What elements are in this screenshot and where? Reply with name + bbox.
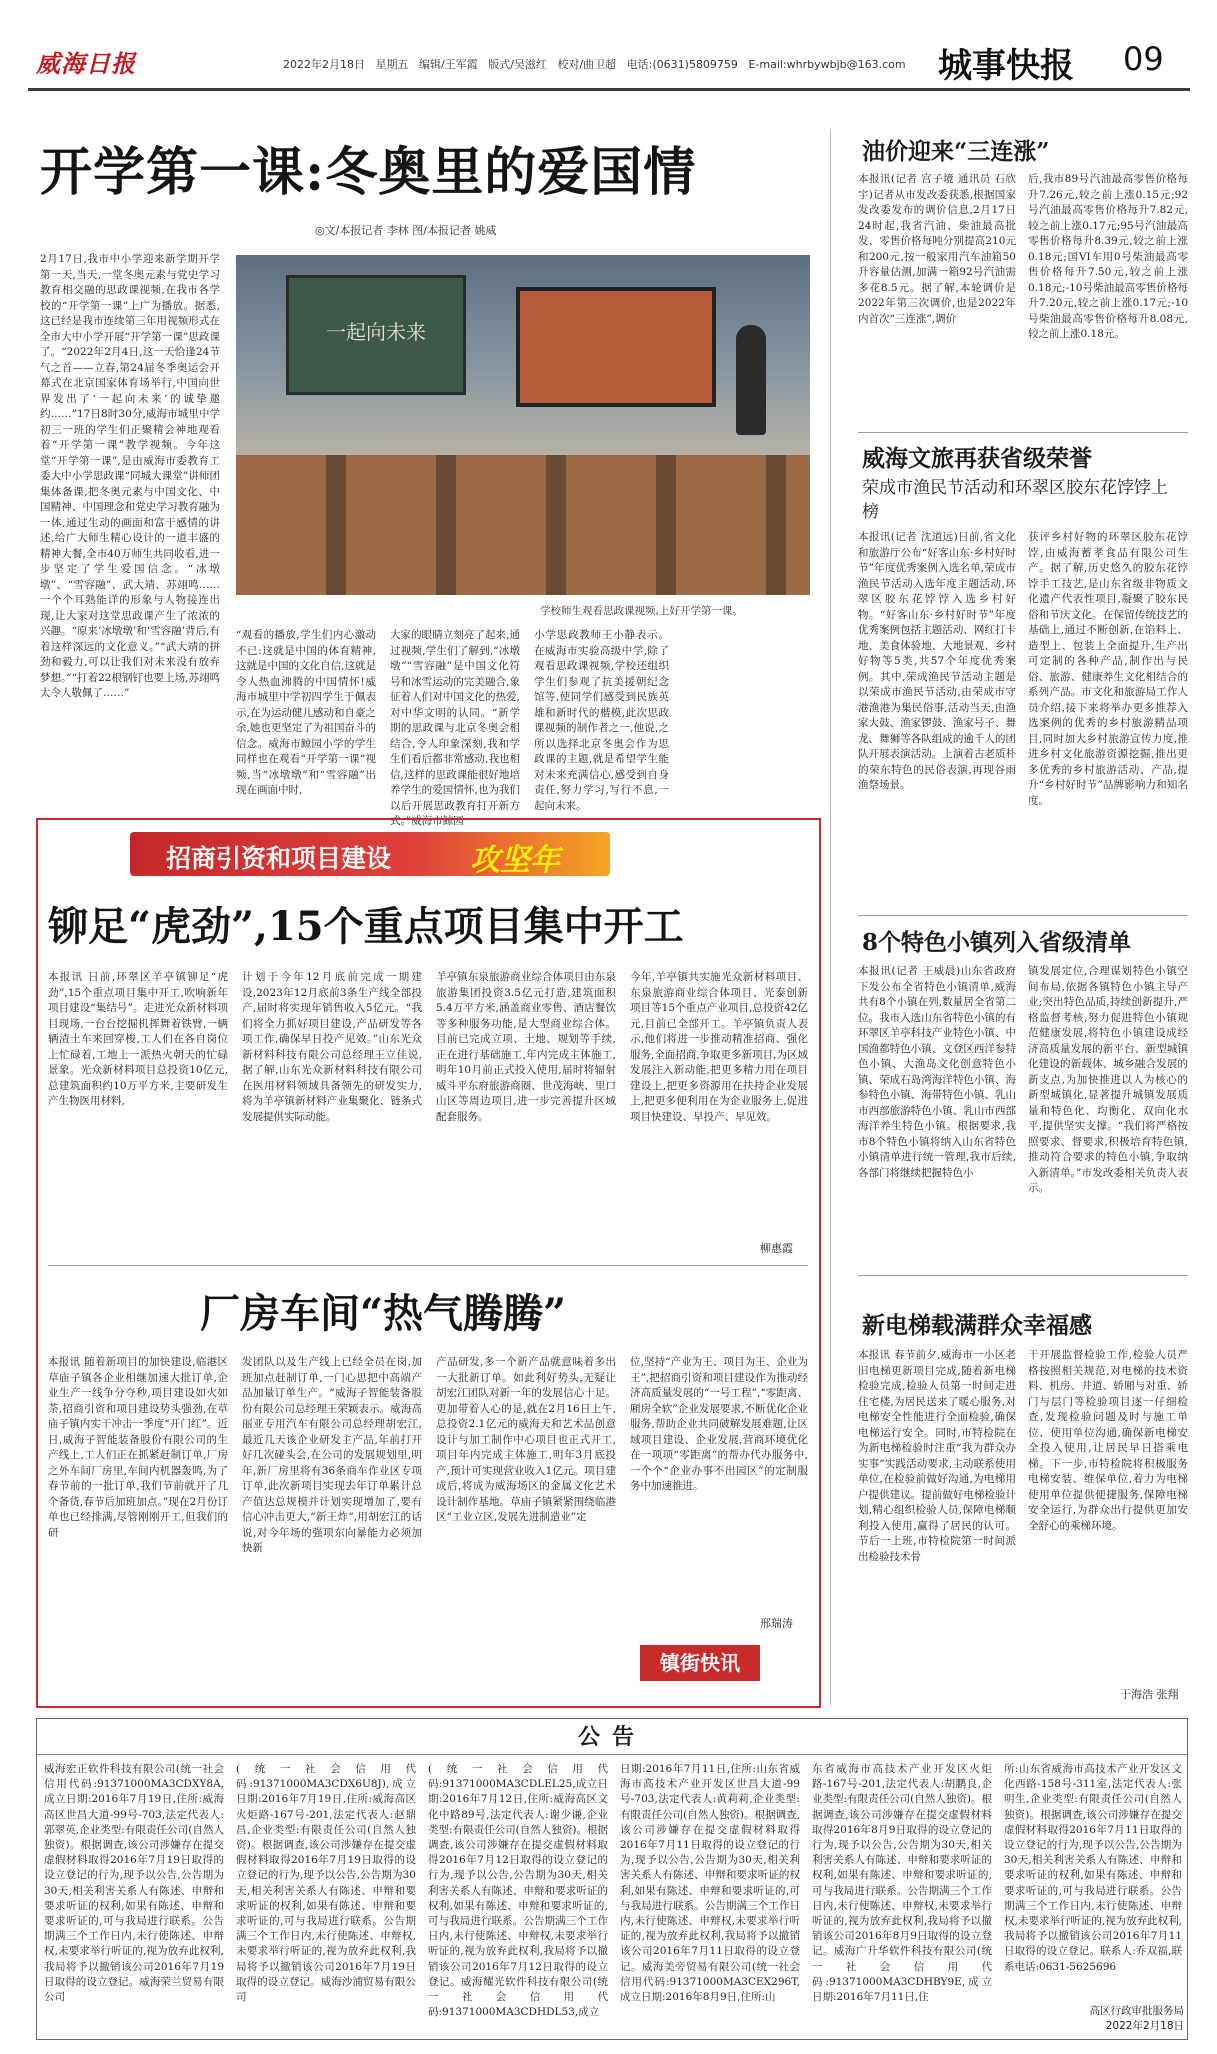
masthead-rule [28, 88, 1190, 91]
inv2-col3: 产品研发,多一个新产品就意味着多出一大批新订单。如此利好势头,无疑让胡宏江团队对新一年的发展信心十足。更加带着人心的是,就在2月16日上午,总投资2.1亿元的威海天和艺术品创意设计与加工制作中心项目也正式开工,项目年内完成主体施工,明年3月底投产,预计可实现营业收入1亿元。项目建成后,将成为威海场区的金属文化艺术设计制作基地。草庙子镇紧紧围绕临港区“工业立区,发展先进制造业”定 [436, 1356, 616, 1523]
photo-teacher [736, 325, 766, 435]
proof-credit: 校对/曲卫超 [557, 58, 617, 71]
town-list-col1: 本报讯(记者 王威晨)山东省政府下发公布全省特色小镇清单,威海共有8个小镇在列,数量居全省第二位。我市入选山东省特色小镇的有环翠区羊亭科技产业特色小镇、中国渔都特色小镇、文登区西洋参特色小镇、大渔岛文化创意特色小镇、荣成石岛湾海洋特色小镇、海参特色小镇、海带特色小镇、乳山市西部旅游特色小镇、乳山市西部海洋养生特色小镇。根据要求,我市8个特色小镇将纳入山东省特色小镇清单进行统一管理,我市后续,各部门将继续把握特色小 [858, 965, 1016, 1179]
town-news-tag: 镇街快讯 [640, 1645, 760, 1681]
tourism-divider [858, 915, 1188, 916]
notice-sign-date: 2022年2月18日 [1105, 2020, 1184, 2032]
investment-headline-2: 厂房车间“热气腾腾” [200, 1290, 567, 1337]
notice-sign-org: 高区行政审批服务局 [1089, 2005, 1184, 2017]
inv1-col1: 本报讯 日前,环翠区羊亭镇铆足“虎劲”,15个重点项目集中开工,吹响新年项目建设“集结号”。走进光众新材料项目现场,一台台挖掘机挥舞着铁臂,一辆辆渣土车来回穿梭,工人们在各自岗位上忙碌着,工地上一派热火朝天的忙碌景象。光众新材料项目总投资10亿元,总建筑面积约10万平方米,主要研发生产生物医用材料, [48, 971, 228, 1107]
oil-price-col1: 本报讯(记者 宫子境 通讯员 石欣宇)记者从市发改委获悉,根据国家发改委发布的调价信息,2月17日24时起,我省汽油、柴油最高批发、零售价格每吨分别提高210元和200元,按一般家用汽车油箱50升容量估测,加满一箱92号汽油需多花8.5元。据了解,本轮调价是2022年第三次调价,也是2022年内首次“三连涨”,调价 [858, 173, 1016, 325]
column-divider [830, 130, 831, 1705]
notice-title-bar [37, 1719, 1187, 1755]
inv2-author: 邢瑞涛 [760, 1617, 793, 1630]
town-list-col2: 镇发展定位,合理谋划特色小镇空间布局,依据各镇特色小镇主导产业;突出特色品质,持续创新提升,严格监督考核,努力促进特色小镇规范健康发展,将特色小镇建设成经济高质量发展的新平台、新型城镇化建设的新载体、城乡融合发展的新支点,为加快推进以人为核心的新型城镇化,显著提升城镇发展质量和特色化、均衡化、双向化水平,提供坚实支撑。“我们将严格按照要求、督要求,积极培育特色镇,推动符合要求的特色小镇,争取纳入新清单。”市发改委相关负责人表示。 [1028, 965, 1188, 1194]
main-story-col3: 大家的眼睛立刻亮了起来,通过视频,学生们了解到,“冰墩墩”“雪容融”是中国文化符号和冰雪运动的完美融合,象征着人们对中国文化的热爱,对中华文明的认同。“新学期的思政课与北京冬奥会相结合,令人印象深刻,我和学生们看后都非常感动,我也相信,这样的思政课能很好地培养学生的爱国情怀,也为我们以后开展思政教育打开新方式。”威海市鲸园 [390, 629, 520, 827]
section-title: 城事快报 [938, 46, 1074, 86]
tourism-subtitle: 荣成市渔民节活动和环翠区胶东花饽饽上榜 [862, 478, 1168, 522]
photo-board [286, 275, 466, 395]
photo-tv-screen [516, 287, 716, 407]
main-headline: 开学第一课:冬奥里的爱国情 [40, 142, 697, 203]
designer-credit: 版式/吴滋红 [488, 58, 547, 71]
notice-signature [1060, 2004, 1184, 2034]
main-story-col2: “观看的播放,学生们内心激动不已:这就是中国的体育精神,这就是中国的文化自信,这就是令人热血沸腾的中国情怀!威海市城里中学初四学生于佩表示,在为运动健儿感动和自豪之余,她也更坚定了为祖国奋斗的信念。威海市鲸园小学的学生同样也在观看“开学第一课”视频,当“冰墩墩”和“雪容融”出现在画面中时, [236, 629, 376, 796]
photo-board-text: 一起向未来 [326, 320, 426, 344]
elevator-title: 新电梯载满群众幸福感 [862, 1312, 1092, 1339]
notice-title: 公告 [577, 1724, 646, 1750]
elevator-author: 于海浩 张翔 [1120, 1688, 1179, 1701]
notice-col1: 威海宏正软件科技有限公司(统一社会信用代码:91371000MA3CDXY8A,成立日期:2016年7月19日,住所:威海高区世昌大道-99号-703,法定代表人:郭翠英,企业类型:有限责任公司(自然人独资)。根据调查,该公司涉嫌存在提交虚假材料取得2016年7月19日取得的设立登记的行为,现予以公告,公告期为30天,相关利害关系人有陈述、申辩和要求听证的权利,如果有陈述、申辩和要求听证的,可与我局进行联系。公告期满三个工作日内,未行使陈述、申辩权,未要求举行听证的,视为放弃此权利,我局将予以撤销该公司2016年7月19日取得的设立登记。威海荣兰贸易有限公司 [44, 1763, 224, 2004]
notice-col3: (统一社会信用代码:91371000MA3CDLEL25,成立日期:2016年7月12日,住所:威海高区文化中路89号,法定代表人:谢少谦,企业类型:有限责任公司(自然人独资)。根据调查,该公司涉嫌存在提交虚假材料取得2016年7月12日取得的设立登记的行为,现予以公告,公告期为30天,相关利害关系人有陈述、申辩和要求听证的权利,如果有陈述、申辩和要求听证的,可与我局进行联系。公告期满三个工作日内,未行使陈述、申辩权,未要求举行听证的,视为放弃此权利,我局将予以撤销该公司2016年7月12日取得的设立登记。威海耀光软件科技有限公司(统一社会信用代码:91371000MA3CDHDL53,成立 [428, 1763, 608, 2019]
inv2-col1: 本报讯 随着新项目的加快建设,临港区草庙子镇各企业相继加速大批订单,企业生产一线争分夺秒,项目建设如火如荼,招商引资和项目建设势头强劲,在草庙子镇内实干冲击一季度“开门红”。近日,威海子智能装备股份有限公司的生产线上,工人们正在抓紧赶制订单,厂房之外车间厂房里,车间内机器轰鸣,为了春节前的一批订单,我们节前就开了几个备货,春节后加班加点。”现在2月份订单也已经排满,尽管刚刚开工,但我们的研 [48, 1356, 228, 1539]
main-story-col4: 小学思政教师王小静表示。在威海市实验高级中学,除了观看思政课视频,学校还组织学生们参观了抗美援朝纪念馆等,使同学们感受到民族英雄和新时代的楷模,此次思政课视频的制作者之一,他说,之所以选择北京冬奥会作为思政课的主题,就是希望学生能对未来充满信心,感受到自身责任,努力学习,写行不息,一起向未来。 [534, 629, 669, 812]
tourism-title: 威海文旅再获省级荣誉 [862, 445, 1092, 472]
oil-price-title: 油价迎来“三连涨” [862, 138, 1050, 165]
inv2-col4: 位,坚持“产业为王、项目为王、企业为王”,把招商引资和项目建设作为推动经济高质量发展的“一号工程”,“零距离、厢房全软”企业发展要求,不断优化企业服务,帮助企业共同破解发展难题,让区域项目建设、企业发展,营商环境优化在一项项“零距离”的帮办代办服务中,一个个“企业办事不出园区”的定制服务中加速推进。 [630, 1356, 808, 1492]
classroom-photo [236, 255, 810, 595]
town-list-title: 8个特色小镇列入省级清单 [862, 929, 1132, 956]
notice-col5: 东省威海市高技术产业开发区火炬路-167号-201,法定代表人:胡鹏良,企业类型:有限责任公司(自然人独资)。根据调查,该公司涉嫌存在提交虚假材料取得2016年8月9日取得的设立登记的行为,现予以公告,公告期为30天,相关利害关系人有陈述、申辩和要求听证的权利,如果有陈述、申辩和要求听证的,可与我局进行联系。公告期满三个工作日内,未行使陈述、申辩权,未要求举行听证的,视为放弃此权利,我局将予以撤销该公司2016年8月9日取得的设立登记。威海广升华软件科技有限公司(统一社会信用代码:91371000MA3CDHBY9E,成立日期:2016年7月11日,住 [812, 1763, 992, 2004]
notice-col2: (统一社会信用代码:91371000MA3CDX6U8J),成立日期:2016年7月19日,住所:威海高区火炬路-167号-201,法定代表人:赵鼎昌,企业类型:有限责任公司(自然人独资)。根据调查,该公司涉嫌存在提交虚假材料取得2016年7月19日取得的设立登记的行为,现予以公告,公告期为30天,相关利害关系人有陈述、申辩和要求听证的权利,如果有陈述、申辩和要求听证的,可与我局进行联系。公告期满三个工作日内,未行使陈述、申辩权,未要求举行听证的,视为放弃此权利,我局将予以撤销该公司2016年7月19日取得的设立登记。威海沙浦贸易有限公司 [236, 1763, 416, 2004]
investment-headline-1: 铆足“虎劲”,15个重点项目集中开工 [48, 903, 684, 950]
town-divider [858, 1275, 1188, 1276]
newspaper-logo: 威海日报 [36, 49, 136, 78]
tourism-col2: 获评乡村好物的环翠区胶东花饽饽,由威海蓄孝食品有限公司生产。据了解,历史悠久的胶东花饽饽手工技艺,是山东省级非物质文化遗产代表性项目,凝聚了胶东民俗和节庆文化。在保留传统技艺的基础上,通过不断创新,在馅料上、造型上、包装上全面提升,生产出可定制的各种产品,制作出与民俗、旅游、健康养生文化相结合的系列产品。市文化和旅游局工作人员介绍,接下来将举办更多推荐入选案例的优秀的乡村旅游精品项目,同时加大乡村旅游宣传力度,推进乡村文化旅游资源挖掘,推出更多优秀的乡村旅游活动、产品,提升“乡村好时节”品牌影响力和知名度。 [1028, 531, 1188, 807]
tourism-col1: 本报讯(记者 沈道远)日前,省文化和旅游厅公布“好客山东·乡村好时节”年度优秀案例入选名单,荣成市渔民节活动入选年度主题活动,环翠区胶东花饽饽入选乡村好物。“好客山东·乡村好时节”年度优秀案例包括主题活动、网红打卡地、美食体验地、大地景观、乡村好物等5类,共57个年度优秀案例。其中,荣成渔民节活动主题是以荣成市渔民节活动,由荣成市守港渔港为集民俗事,活动当天,由渔家大鼓、渔家锣鼓、渔家号子、舞龙、舞狮等各队组成的逾千人的团队开展表演活动。上演着古老质朴的荣东特色的民俗表演,再现谷雨渔祭场景。 [858, 531, 1016, 791]
photo-caption: 学校师生观看思政课视频,上好开学第一课。 [540, 605, 743, 617]
oil-price-col2: 后,我市89号汽油最高零售价格每升7.26元,较之前上涨0.15元;92号汽油最高零售价格每升7.82元,较之前上涨0.17元;95号汽油最高零售价格每升8.39元,较之前上涨0.18元;国VI车用0号柴油最高零售价格每升7.50元,较之前上涨0.18元;-10号柴油最高零售价格每升7.20元,较之前上涨0.17元;-10号柴油最高零售价格每升8.08元,较之前上涨0.18元。 [1028, 173, 1188, 340]
inv2-col2: 发团队以及生产线上已经全员在岗,加班加点赶制订单,一门心思把中高端产品加量订单生产。“威海子智能装备股份有限公司总经理王荣颖表示。威海高丽亚专用汽车有限公司总经理胡宏江,最近几天该企业研发主产品,年前打开好几次碰头会,在公司的发展规划里,明年,新厂房里将有36条商车作业区专项订单,此次新项目实现去年订单累计总产值达总规模并计划实现增加了,要有信心冲击更大,“新王炸”,用胡宏江的话说,对今年场的强项东向暴能力必须加快新 [242, 1356, 422, 1554]
photo-desks [236, 455, 810, 595]
banner-slogan: 攻坚年 [470, 843, 560, 878]
elevator-col2: 干开展监督检验工作,检验人员严格按照相关规范,对电梯的技术资料、机房、井道、轿厢与对重、轿门与层门等检验项目逐一仔细检查,发现检验问题及时与施工单位、使用单位沟通,确保新电梯安全投入使用,让居民早日搭乘电梯。下一步,市特检院将积极服务电梯安装、维保单位,着力为电梯使用单位提供便捷服务,保障电梯安全运行,为群众出行提供更加安全舒心的乘梯环境。 [1028, 1349, 1188, 1532]
inv1-author: 柳惠霞 [760, 1242, 793, 1255]
masthead-info [283, 56, 906, 72]
main-story-col1: 2月17日,我市中小学迎来新学期开学第一天,当天,一堂冬奥元素与党史学习教育相交融的思政课视频,在我市各学校的“开学第一课”上广为播放。据悉,这已经是我市连续第三年用视频形式在全市大中小学开展“开学第一课”思政课了。“2022年2月4日,这一天恰逢24节气之首——立春,第24届冬季奥运会开幕式在北京国家体育场举行,中国向世界发出了‘一起向未来’的诚挚邀约……”17日8时30分,威海市城里中学初三一班的学生们正聚精会神地观看着“开学第一课”教学视频。今年这堂“开学第一课”,是由威海市委教育工委大中小学思政课“同城大课堂”讲师团集体备课,把冬奥元素与中国文化、中国精神、中国理念和党史学习教育融为一体,通过生动的画面和富于感情的讲述,给广大师生精心设计的一道丰盛的精神大餐,全市40万师生共同收看,进一步坚定了学生爱国信念。“冰墩墩”、“雪容融”、武大靖、苏翊鸣……一个个耳熟能详的形象与人物接连出现,让大家对这堂思政课产生了浓浓的兴趣。“原来‘冰墩墩’和‘雪容融’背后,有着这样深远的文化意义。”“武大靖的拼劲和毅力,可以让我们对未来没有放弃梦想。”“打着22根钢钉也要上场,苏翊鸣太令人敬佩了……” [40, 253, 220, 699]
notice-col4: 日期:2016年7月11日,住所:山东省威海市高技术产业开发区世昌大道-99号-703,法定代表人:黄莉莉,企业类型:有限责任公司(自然人独资)。根据调查,该公司涉嫌存在提交虚假材料取得2016年7月11日取得的设立登记的行为,现予以公告,公告期为30天,相关利害关系人有陈述、申辩和要求听证的权利,如果有陈述、申辩和要求听证的,可与我局进行联系。公告期满三个工作日内,未行使陈述、申辩权,未要求举行听证的,视为放弃此权利,我局将予以撤销该公司2016年7月11日取得的设立登记。威海美旁贸易有限公司(统一社会信用代码:91371000MA3CEX296T,成立日期:2016年8月9日,住所:山 [620, 1763, 800, 2004]
inv1-col3: 羊亭镇东泉旅游商业综合体项目由东泉旅游集团投资3.5亿元打造,建筑面积5.4万平方米,涵盖商业零售、酒店餐饮等多种服务功能,是大型商业综合体。目前已完成立项、土地、规划等手续,正在进行基础施工,年内完成主体施工,明年10月前正式投入使用,届时将辐射威斗平东府旅游商圈、世茂海峡、里口山区等周边项目,进一步完善提升区域配套服务。 [436, 971, 616, 1123]
inv1-col2: 计划于今年12月底前完成一期建设,2023年12月底前3条生产线全部投产,届时将实现年销售收入5亿元。“我们将全力抓好项目建设,产品研发等各项工作,确保早日投产见效。”山东光众新材料科技有限公司总经理王立佳说,据了解,山东光众新材料科技有限公司在医用材料领域具备领先的研发实力,将为羊亭镇新材料产业集聚化、链条式发展提供实际动能。 [242, 971, 422, 1123]
inv1-col4: 今年,羊亭镇共实施光众新材料项目、东泉旅游商业综合体项目、光泰创新项目等15个重点产业项目,总投资42亿元,目前已全部开工。羊亭镇负责人表示,他们将进一步推动精准招商、强化服务,全面招商,争取更多新项目,为区域发展注入新动能,把更多精力用在项目建设上,把更多资源用在扶持企业发展上,把更多便利用在为企业服务上,促进项目快建设、早投产、早见效。 [630, 971, 809, 1123]
oil-divider [858, 432, 1188, 433]
main-byline: ◎文/本报记者 李林 图/本报记者 姚威 [315, 224, 497, 237]
contact-email: E-mail:whrbywbjb@163.com [748, 58, 906, 71]
investment-banner [130, 832, 610, 876]
elevator-col1: 本报讯 春节前夕,威海市一小区老旧电梯更新项目完成,随着新电梯检验完成,检验人员第一时间走进住宅楼,为居民送来了暖心服务,对电梯安全性能进行全面检验,确保电梯运行安全。同时,市特检院在为新电梯检验时注重“我为群众办实事”实践活动要求,主动联系使用单位,在检验前做好沟通,为电梯用户提供建议。提前做好电梯检验计划,精心组织检验人员,保障电梯顺利投入使用,赢得了居民的认可。节后一上班,市特检院第一时间派出检验技术骨 [858, 1349, 1016, 1563]
editor-credit: 编辑/王军霞 [419, 58, 478, 71]
investment-divider [48, 1265, 808, 1266]
issue-date: 2022年2月18日 [283, 58, 365, 71]
page-number: 09 [1123, 40, 1164, 78]
masthead [28, 38, 1190, 88]
notice-col6: 所:山东省威海市高技术产业开发区文化西路-158号-311室,法定代表人:张明生,企业类型:有限责任公司(自然人独资)。根据调查,该公司涉嫌存在提交虚假材料取得2016年7月11日取得的设立登记的行为,现予以公告,公告期为30天,相关利害关系人有陈述、申辩和要求听证的权利,如果有陈述、申辩和要求听证的,可与我局进行联系。公告期满三个工作日内,未行使陈述、申辩权,未要求举行听证的,视为放弃此权利,我局将予以撤销该公司2016年7月11日取得的设立登记。联系人:乔双福,联系电话:0631-5625696 [1004, 1763, 1183, 1973]
banner-label: 招商引资和项目建设 [166, 844, 392, 873]
contact-phone: 电话:(0631)5809759 [626, 58, 738, 71]
issue-weekday: 星期五 [375, 58, 409, 71]
